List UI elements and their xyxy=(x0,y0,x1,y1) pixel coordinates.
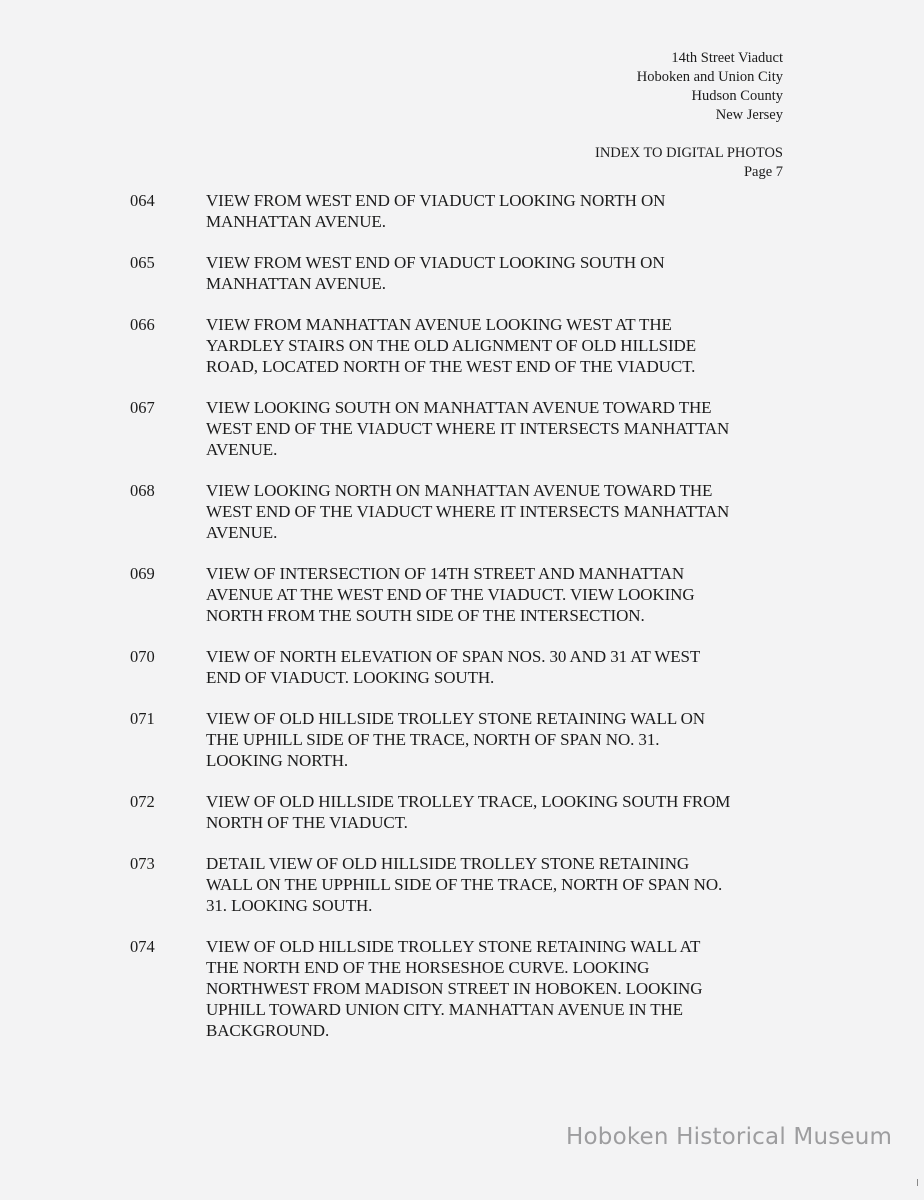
photo-entry xyxy=(0,314,924,377)
description-line: VIEW OF OLD HILLSIDE TROLLEY TRACE, LOOKING SOUTH FROM xyxy=(206,792,731,811)
description-line: VIEW OF OLD HILLSIDE TROLLEY STONE RETAINING WALL AT xyxy=(206,937,701,956)
photo-entry xyxy=(0,936,924,1041)
photo-index-list xyxy=(0,190,924,1061)
description-line: AVENUE. xyxy=(206,523,278,542)
header-line-structure: 14th Street Viaduct xyxy=(671,50,783,66)
museum-watermark: Hoboken Historical Museum xyxy=(566,1124,893,1150)
description-line: VIEW FROM MANHATTAN AVENUE LOOKING WEST AT THE xyxy=(206,315,672,334)
photo-entry xyxy=(0,397,924,460)
photo-entry xyxy=(0,791,924,833)
photo-number: 067 xyxy=(130,398,155,417)
index-title: INDEX TO DIGITAL PHOTOS xyxy=(594,145,783,161)
header-line-state: New Jersey xyxy=(715,107,783,123)
description-line: UPHILL TOWARD UNION CITY. MANHATTAN AVENUE IN THE xyxy=(206,1000,683,1019)
header-line-cities: Hoboken and Union City xyxy=(636,69,783,85)
description-line: BACKGROUND. xyxy=(206,1021,330,1040)
description-line: LOOKING NORTH. xyxy=(206,751,349,770)
photo-number: 073 xyxy=(130,854,155,873)
description-line: AVENUE. xyxy=(206,440,278,459)
photo-description xyxy=(206,252,796,294)
photo-entry xyxy=(0,708,924,771)
photo-number: 072 xyxy=(130,792,155,811)
header-line-county: Hudson County xyxy=(691,88,783,104)
description-line: YARDLEY STAIRS ON THE OLD ALIGNMENT OF OLD HILLSIDE xyxy=(206,336,696,355)
description-line: AVENUE AT THE WEST END OF THE VIADUCT. VIEW LOOKING xyxy=(206,585,695,604)
photo-number: 074 xyxy=(130,937,155,956)
description-line: NORTH OF THE VIADUCT. xyxy=(206,813,408,832)
document-header xyxy=(595,49,783,182)
description-line: MANHATTAN AVENUE. xyxy=(206,274,386,293)
description-line: VIEW OF OLD HILLSIDE TROLLEY STONE RETAINING WALL ON xyxy=(206,709,705,728)
description-line: MANHATTAN AVENUE. xyxy=(206,212,386,231)
description-line: 31. LOOKING SOUTH. xyxy=(206,896,373,915)
photo-number: 064 xyxy=(130,191,155,210)
description-line: VIEW LOOKING NORTH ON MANHATTAN AVENUE TOWARD THE xyxy=(206,481,713,500)
photo-description xyxy=(206,190,796,232)
photo-entry xyxy=(0,480,924,543)
description-line: ROAD, LOCATED NORTH OF THE WEST END OF THE VIADUCT. xyxy=(206,357,696,376)
scan-speck xyxy=(917,1179,918,1186)
photo-description xyxy=(206,708,796,771)
photo-number: 071 xyxy=(130,709,155,728)
photo-number: 070 xyxy=(130,647,155,666)
photo-description xyxy=(206,563,796,626)
photo-description xyxy=(206,314,796,377)
description-line: VIEW LOOKING SOUTH ON MANHATTAN AVENUE TOWARD THE xyxy=(206,398,712,417)
description-line: VIEW FROM WEST END OF VIADUCT LOOKING SOUTH ON xyxy=(206,253,665,272)
description-line: VIEW FROM WEST END OF VIADUCT LOOKING NORTH ON xyxy=(206,191,666,210)
photo-number: 069 xyxy=(130,564,155,583)
photo-description xyxy=(206,791,796,833)
description-line: NORTH FROM THE SOUTH SIDE OF THE INTERSECTION. xyxy=(206,606,645,625)
photo-description xyxy=(206,853,796,916)
description-line: WALL ON THE UPPHILL SIDE OF THE TRACE, NORTH OF SPAN NO. xyxy=(206,875,723,894)
description-line: VIEW OF INTERSECTION OF 14TH STREET AND MANHATTAN xyxy=(206,564,685,583)
photo-description xyxy=(206,397,796,460)
photo-number: 068 xyxy=(130,481,155,500)
photo-entry xyxy=(0,190,924,232)
photo-description xyxy=(206,646,796,688)
description-line: END OF VIADUCT. LOOKING SOUTH. xyxy=(206,668,495,687)
photo-number: 066 xyxy=(130,315,155,334)
photo-description xyxy=(206,936,796,1041)
description-line: DETAIL VIEW OF OLD HILLSIDE TROLLEY STONE RETAINING xyxy=(206,854,690,873)
photo-number: 065 xyxy=(130,253,155,272)
description-line: WEST END OF THE VIADUCT WHERE IT INTERSECTS MANHATTAN xyxy=(206,502,730,521)
description-line: NORTHWEST FROM MADISON STREET IN HOBOKEN. LOOKING xyxy=(206,979,703,998)
photo-entry xyxy=(0,563,924,626)
photo-entry xyxy=(0,646,924,688)
description-line: WEST END OF THE VIADUCT WHERE IT INTERSECTS MANHATTAN xyxy=(206,419,730,438)
photo-entry xyxy=(0,252,924,294)
description-line: THE UPHILL SIDE OF THE TRACE, NORTH OF SPAN NO. 31. xyxy=(206,730,660,749)
description-line: VIEW OF NORTH ELEVATION OF SPAN NOS. 30 AND 31 AT WEST xyxy=(206,647,701,666)
page-number: Page 7 xyxy=(743,164,783,180)
photo-description xyxy=(206,480,796,543)
description-line: THE NORTH END OF THE HORSESHOE CURVE. LOOKING xyxy=(206,958,650,977)
photo-entry xyxy=(0,853,924,916)
header-spacer xyxy=(595,125,783,144)
